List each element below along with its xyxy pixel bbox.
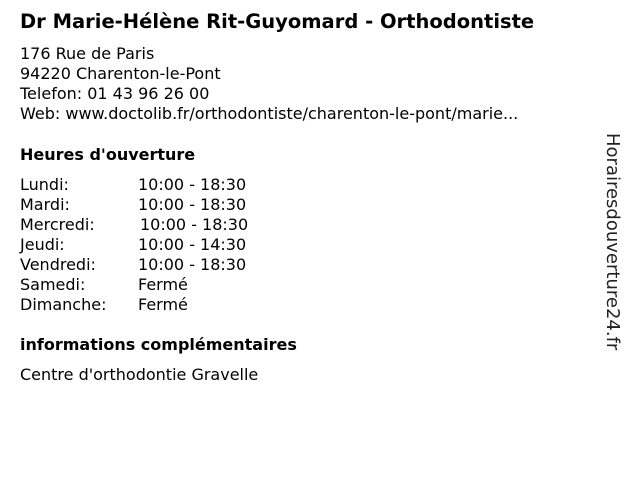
time-value: 10:00 - 18:30 (138, 175, 247, 194)
hours-row-wednesday (20, 215, 248, 235)
day-label: Lundi: (20, 175, 69, 194)
time-value: 10:00 - 18:30 (140, 215, 249, 234)
hours-row-saturday (20, 275, 248, 295)
hours-row-tuesday (20, 195, 248, 215)
hours-row-friday (20, 255, 248, 275)
hours-row-monday (20, 175, 248, 195)
day-label: Mardi: (20, 195, 70, 214)
day-label: Jeudi: (20, 235, 65, 254)
day-label: Vendredi: (20, 255, 96, 274)
day-label: Mercredi: (20, 215, 95, 234)
time-value: 10:00 - 18:30 (138, 195, 247, 214)
time-value: Fermé (138, 275, 188, 294)
hours-table (20, 175, 248, 315)
info-heading: informations complémentaires (20, 335, 297, 354)
page-title: Dr Marie-Hélène Rit-Guyomard - Orthodontiste (20, 10, 535, 33)
hours-row-sunday (20, 295, 248, 315)
time-value: 10:00 - 14:30 (138, 235, 247, 254)
brand-watermark (603, 133, 640, 353)
hours-row-thursday (20, 235, 248, 255)
city-address: 94220 Charenton-le-Pont (20, 64, 221, 83)
time-value: Fermé (138, 295, 188, 314)
website-link[interactable]: Web: www.doctolib.fr/orthodontiste/charenton-le-pont/marie... (20, 104, 519, 123)
phone-number: Telefon: 01 43 96 26 00 (20, 84, 210, 103)
time-value: 10:00 - 18:30 (138, 255, 247, 274)
day-label: Dimanche: (20, 295, 107, 314)
day-label: Samedi: (20, 275, 86, 294)
brand-text: Horairesdouverture24.fr (602, 133, 623, 351)
street-address: 176 Rue de Paris (20, 44, 155, 63)
address-block (20, 44, 518, 124)
info-text: Centre d'orthodontie Gravelle (20, 365, 259, 384)
hours-heading: Heures d'ouverture (20, 145, 196, 164)
